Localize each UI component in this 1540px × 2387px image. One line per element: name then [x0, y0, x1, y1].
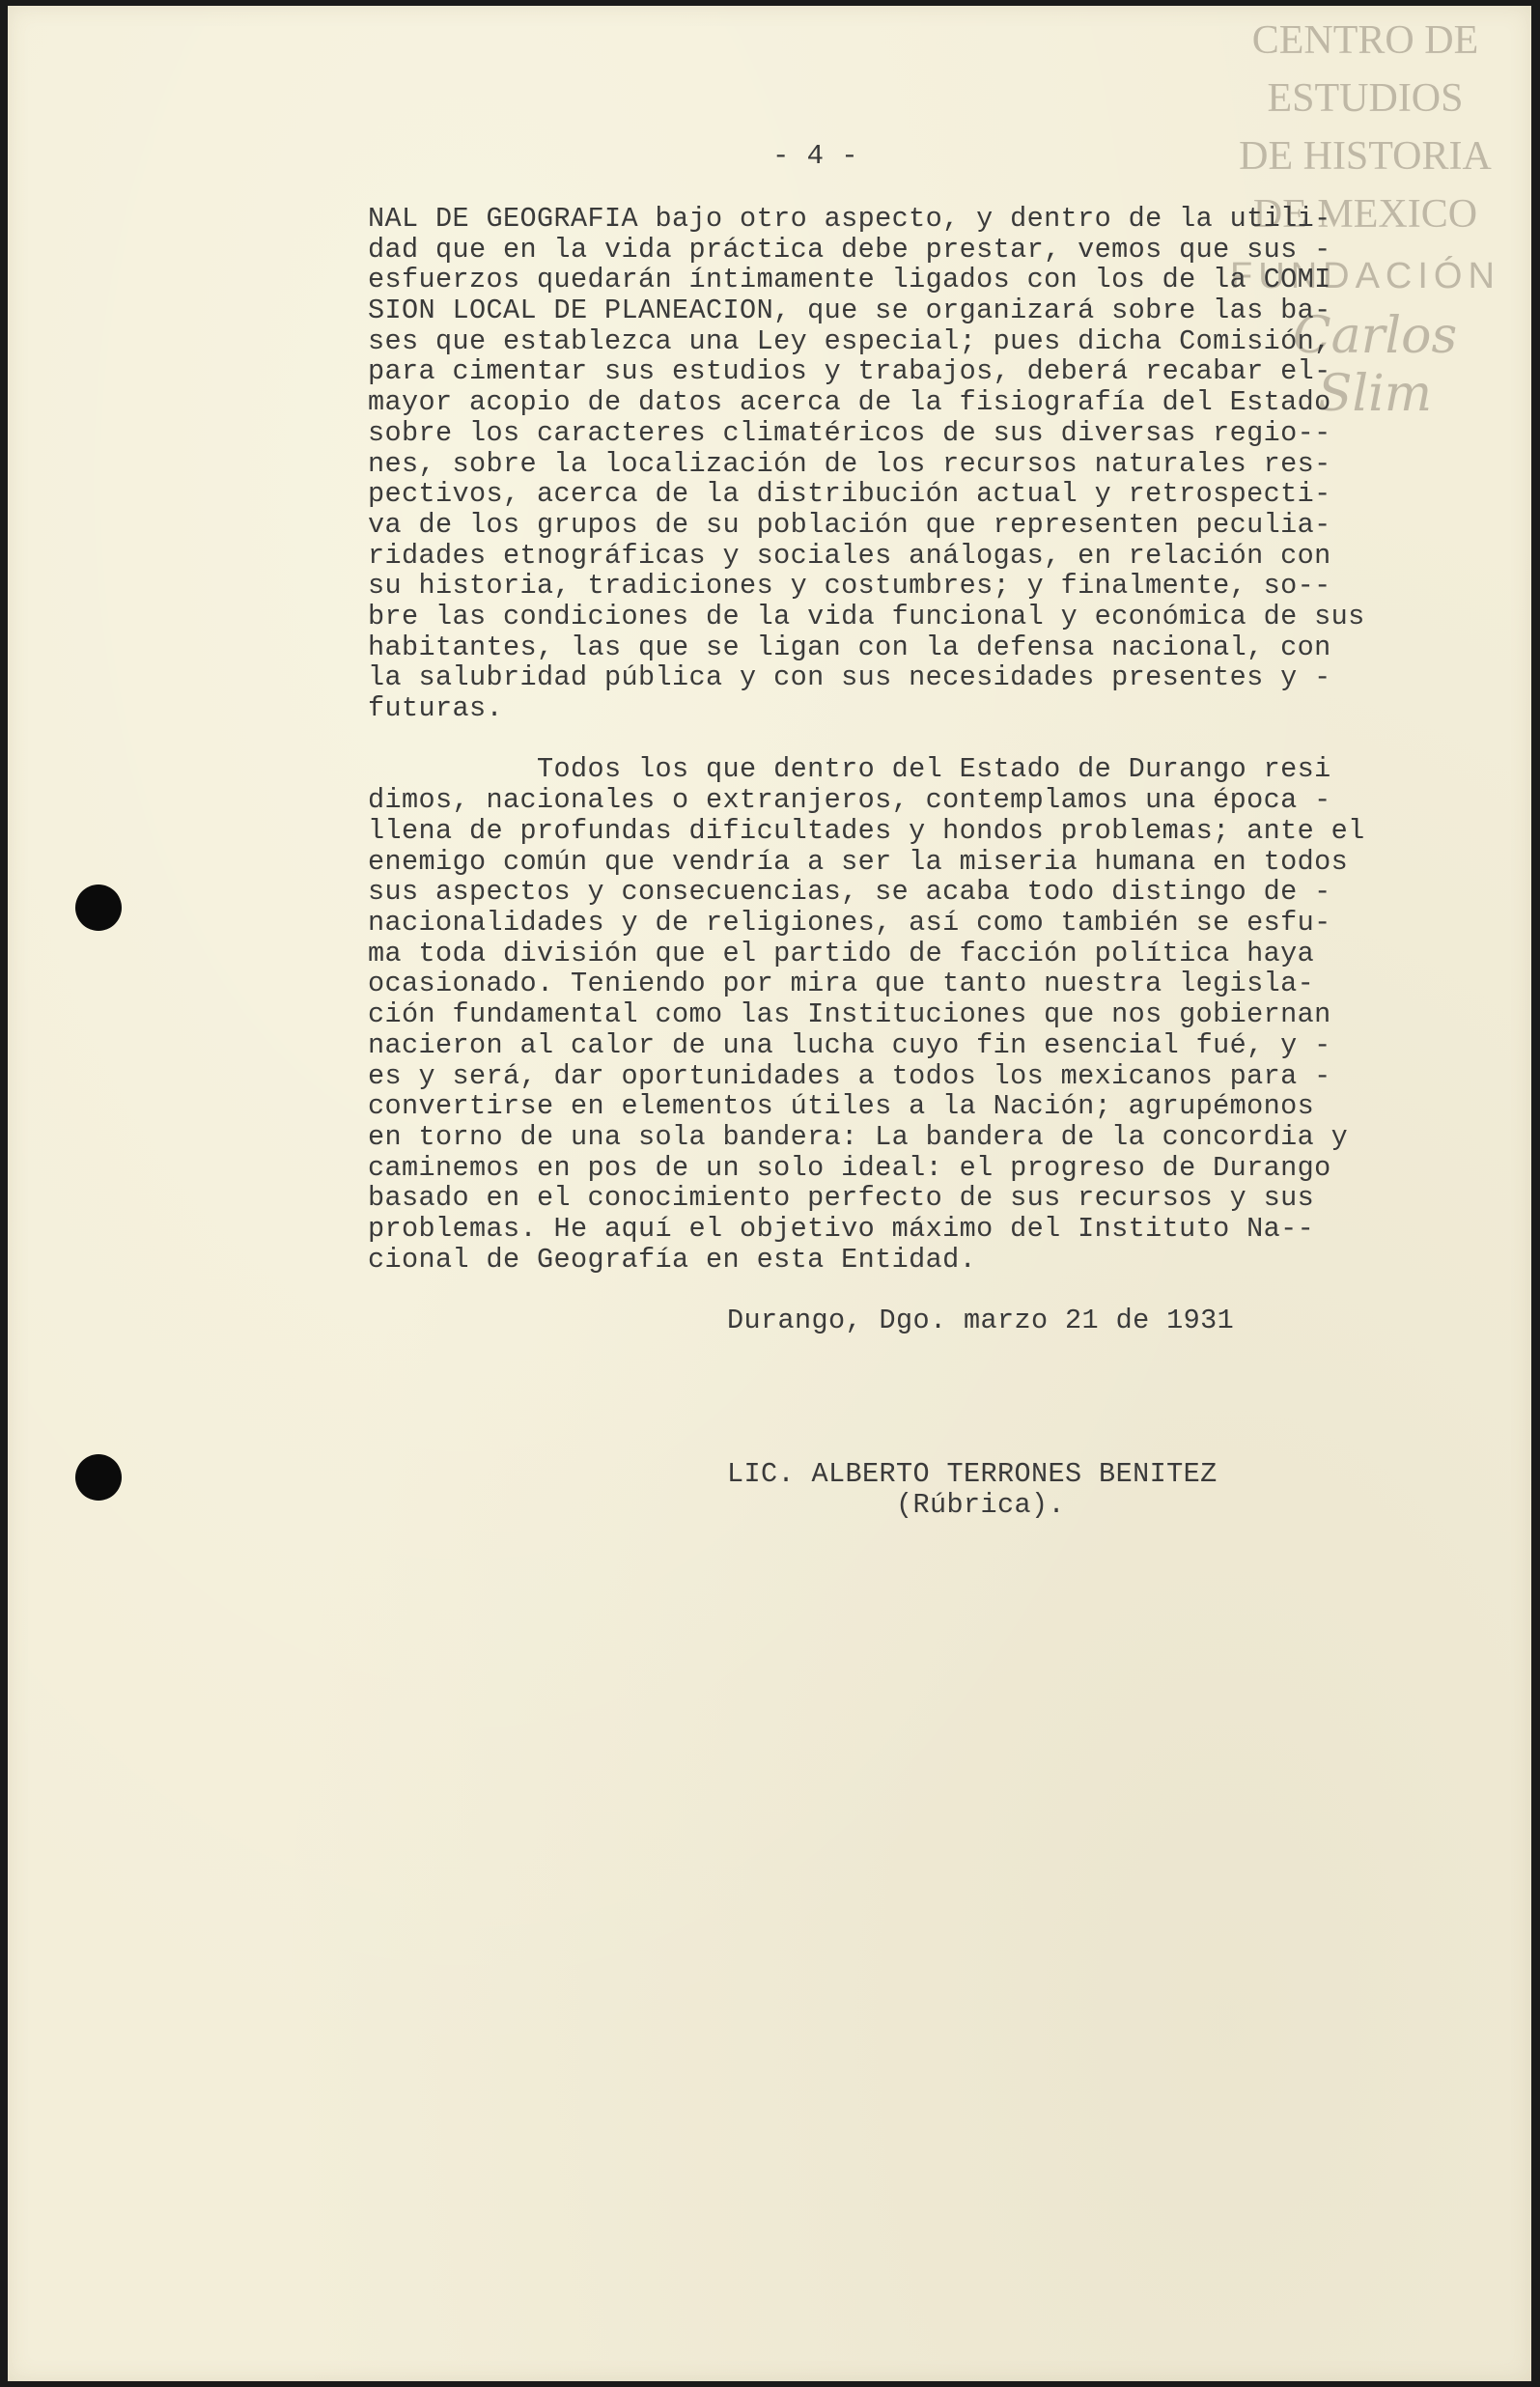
text-line: llena de profundas dificultades y hondos problemas; ante el — [368, 815, 1365, 847]
text-line: ses que establezca una Ley especial; pues dicha Comisión, — [368, 325, 1331, 357]
text-line: ocasionado. Teniendo por mira que tanto nuestra legisla- — [368, 968, 1315, 999]
watermark-signature: Carlos Slim — [1292, 307, 1458, 423]
text-line: es y será, dar oportunidades a todos los mexicanos para - — [368, 1060, 1331, 1092]
page-number: - 4 - — [772, 140, 859, 172]
text-line: convertirse en elementos útiles a la Nación; agrupémonos — [368, 1090, 1315, 1122]
text-line: nacionalidades y de religiones, así como también se esfu- — [368, 907, 1331, 939]
text-line: va de los grupos de su población que representen peculia- — [368, 509, 1331, 541]
watermark-line: CENTRO DE — [1251, 18, 1479, 63]
text-line: su historia, tradiciones y costumbres; y finalmente, so-- — [368, 570, 1331, 602]
text-line: basado en el conocimiento perfecto de sus recursos y sus — [368, 1182, 1315, 1214]
text-line: caminemos en pos de un solo ideal: el progreso de Durango — [368, 1152, 1331, 1184]
text-line: en torno de una sola bandera: La bandera de la concordia y — [368, 1121, 1349, 1153]
text-line: problemas. He aquí el objetivo máximo del Instituto Na-- — [368, 1213, 1315, 1245]
text-line: NAL DE GEOGRAFIA bajo otro aspecto, y dentro de la utili- — [368, 203, 1331, 235]
watermark-line: DE MEXICO — [1252, 192, 1478, 237]
text-line: pectivos, acerca de la distribución actual y retrospecti- — [368, 478, 1331, 510]
punch-hole — [75, 1454, 122, 1501]
text-line: enemigo común que vendría a ser la miseria humana en todos — [368, 846, 1349, 878]
text-line: ma toda división que el partido de facción política haya — [368, 938, 1315, 969]
text-line: bre las condiciones de la vida funcional y económica de sus — [368, 601, 1365, 632]
text-line: Todos los que dentro del Estado de Durango resi — [368, 753, 1331, 785]
signature-name: LIC. ALBERTO TERRONES BENITEZ — [727, 1458, 1218, 1490]
document-page — [8, 6, 1531, 2381]
signature-note: (Rúbrica). — [896, 1489, 1066, 1521]
text-line: la salubridad pública y con sus necesidades presentes y - — [368, 661, 1331, 693]
text-line: esfuerzos quedarán íntimamente ligados con los de la COMI — [368, 264, 1331, 295]
text-line: nes, sobre la localización de los recursos naturales res- — [368, 448, 1331, 480]
text-line: cional de Geografía en esta Entidad. — [368, 1244, 977, 1276]
text-line: ridades etnográficas y sociales análogas, en relación con — [368, 540, 1331, 572]
text-line: para cimentar sus estudios y trabajos, deberá recabar el- — [368, 355, 1331, 387]
text-line: futuras. — [368, 692, 504, 724]
watermark-line: ESTUDIOS — [1267, 76, 1464, 121]
text-line: ción fundamental como las Instituciones que nos gobiernan — [368, 998, 1331, 1030]
punch-hole — [75, 885, 122, 931]
text-line: dad que en la vida práctica debe prestar, vemos que sus - — [368, 234, 1331, 266]
text-line: nacieron al calor de una lucha cuyo fin esencial fué, y - — [368, 1029, 1331, 1061]
text-line: sobre los caracteres climatéricos de sus diversas regio-- — [368, 417, 1331, 449]
watermark-line: DE HISTORIA — [1239, 134, 1492, 179]
watermark-fundacion: FUNDACIÓN — [1230, 256, 1500, 296]
text-line: mayor acopio de datos acerca de la fisiografía del Estado — [368, 386, 1331, 418]
text-line: dimos, nacionales o extranjeros, contemplamos una época - — [368, 784, 1331, 816]
date-line: Durango, Dgo. marzo 21 de 1931 — [727, 1305, 1235, 1336]
text-line: habitantes, las que se ligan con la defensa nacional, con — [368, 632, 1331, 663]
text-line: SION LOCAL DE PLANEACION, que se organizará sobre las ba- — [368, 295, 1331, 326]
text-line: sus aspectos y consecuencias, se acaba todo distingo de - — [368, 876, 1331, 908]
